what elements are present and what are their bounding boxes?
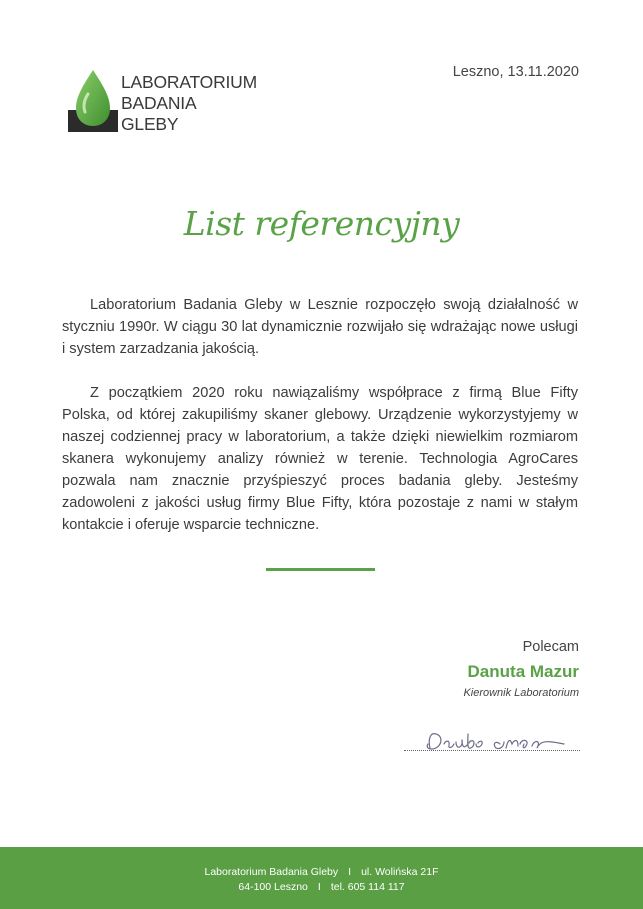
paragraph-2: Z początkiem 2020 roku nawiązaliśmy współprace z firmą Blue Fifty Polska, od której zakupiliśmy skaner glebowy. Urządzenie wykorzystyjemy w naszej codziennej pracy w laboratorium, a także dzięki niewielkim rozmiarom skanera wykonujemy analizy również w terenie. Technologia AgroCares pozwala nam znacznie przyśpieszyć proces badania gleby. Jesteśmy zadowoleni z jakości usług firmy Blue Fifty, która pozostaje z nami w stałym kontakcie i oferuje wsparcie techniczne. (62, 385, 578, 533)
letter-body (62, 294, 578, 558)
signer-role: Kierownik Laboratorium (463, 687, 579, 699)
leaf-drop-icon (68, 68, 118, 134)
closing-recommend: Polecam (522, 639, 579, 655)
footer-company: Laboratorium Badania Gleby (204, 866, 339, 878)
document-title: List referencyjny (183, 204, 460, 243)
footer-line-2 (0, 881, 643, 893)
footer-separator: I (317, 881, 321, 893)
logo-line-2: BADANIA (121, 93, 197, 113)
section-divider (266, 568, 375, 571)
signature-line (404, 750, 580, 751)
footer-phone: tel. 605 114 117 (330, 881, 405, 893)
footer-line-1 (0, 866, 643, 878)
signer-name: Danuta Mazur (467, 662, 579, 681)
paragraph-1: Laboratorium Badania Gleby w Lesznie rozpoczęło swoją działalność w styczniu 1990r. W ciągu 30 lat dynamicznie rozwijało się wdrażając nowe usługi i system zarzadzania jakością. (62, 297, 578, 357)
logo-line-1: LABORATORIUM (121, 72, 258, 92)
footer-bar (0, 847, 643, 909)
company-logo (68, 68, 268, 138)
footer-address: ul. Wolińska 21F (361, 866, 439, 878)
logo-line-3: GLEBY (121, 114, 179, 134)
closing-block (463, 637, 579, 699)
letter-date: Leszno, 13.11.2020 (452, 64, 579, 80)
footer-separator: I (348, 866, 352, 878)
logo-wordmark (121, 72, 257, 135)
footer-postal: 64-100 Leszno (238, 881, 308, 893)
